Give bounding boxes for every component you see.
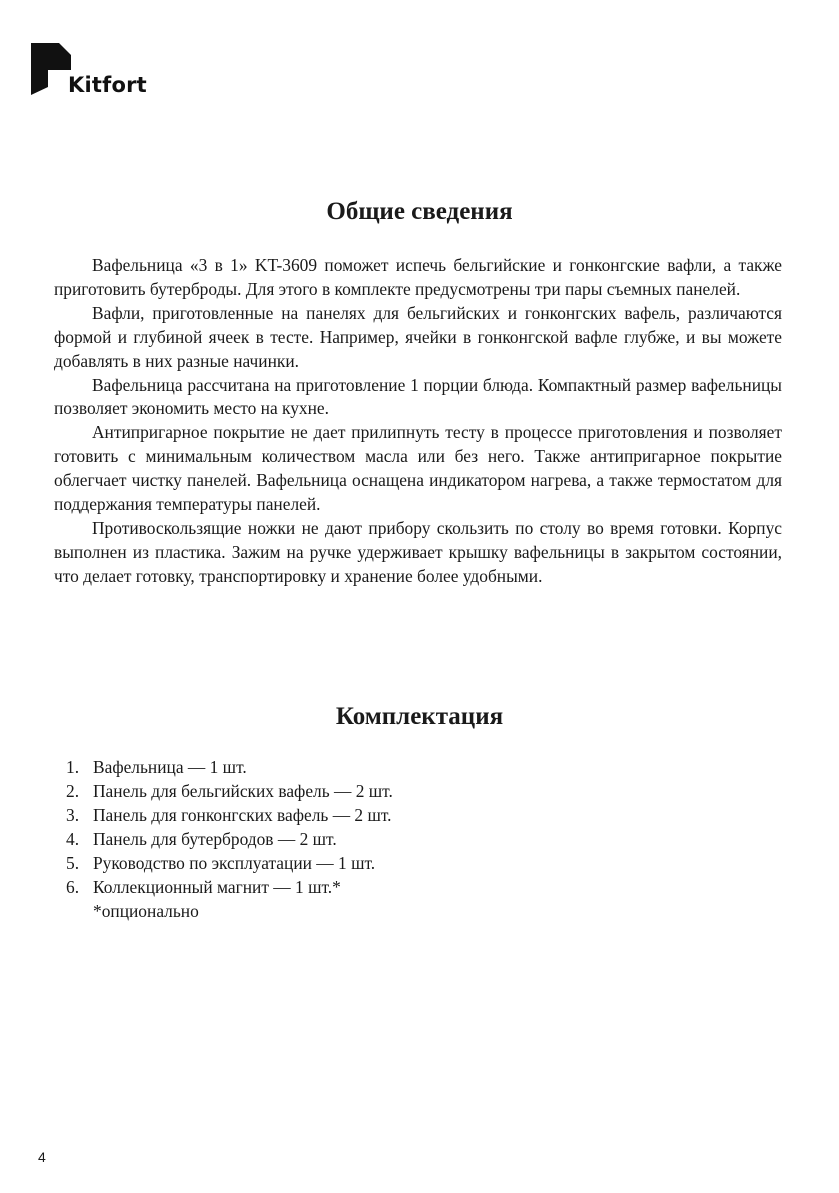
list-item-number: 6. [66, 876, 80, 897]
list-item [66, 780, 393, 804]
list-item-number: 1. [66, 757, 80, 777]
list-item-text: Коллекционный магнит — 1 шт.* [93, 876, 341, 897]
kitfort-logo-icon [31, 43, 71, 95]
list-item [66, 876, 393, 900]
list-item-text: Панель для гонконгских вафель — 2 шт. [93, 804, 392, 825]
list-item-number: 2. [66, 780, 80, 801]
list-item-number: 4. [66, 828, 80, 849]
paragraph: Вафельница «3 в 1» KT-3609 поможет испечь бельгийские и гонконгские вафли, а также приготовить бутерброды. Для этого в комплекте предусмотрены три пары съемных панелей. [54, 255, 782, 299]
list-item-text: Панель для бельгийских вафель — 2 шт. [93, 780, 393, 801]
list-item-text: Руководство по эксплуатации — 1 шт. [93, 852, 376, 873]
section-title-general: Общие сведения [326, 198, 513, 225]
general-info-text [54, 254, 782, 589]
section-title-kit: Комплектация [335, 703, 504, 730]
paragraph: Антипригарное покрытие не дает прилипнуть тесту в процессе приготовления и позволяет готовить с минимальным количеством масла или без него. Также антипригарное покрытие облегчает чистку панелей. Вафельница оснащена индикатором нагрева, а также термостатом для поддержания температуры панелей. [54, 422, 782, 515]
page-number: 4 [38, 1149, 46, 1165]
kit-list [66, 756, 393, 899]
list-item [66, 804, 393, 828]
footnote: *опционально [93, 901, 199, 921]
list-item [66, 852, 393, 876]
brand-name: Kitfort [68, 73, 147, 97]
paragraph: Вафельница рассчитана на приготовление 1 порции блюда. Компактный размер вафельницы позволяет экономить место на кухне. [54, 374, 782, 419]
paragraph: Вафли, приготовленные на панелях для бельгийских и гонконгских вафель, различаются формой и глубиной ячеек в тесте. Например, ячейки в гонконгской вафле глубже, и вы можете добавлять в них разные начинки. [54, 302, 782, 371]
list-item [66, 756, 393, 780]
list-item-number: 3. [66, 804, 80, 825]
list-item-text: Вафельница — 1 шт. [93, 757, 247, 777]
list-item-text: Панель для бутербродов — 2 шт. [93, 828, 337, 849]
paragraph: Противоскользящие ножки не дают прибору скользить по столу во время готовки. Корпус выполнен из пластика. Зажим на ручке удерживает крышку вафельницы в закрытом состоянии, что делает готовку, транспортировку и хранение более удобными. [54, 517, 782, 586]
kitfort-logo [31, 43, 147, 99]
list-item-number: 5. [66, 852, 80, 873]
list-item [66, 828, 393, 852]
